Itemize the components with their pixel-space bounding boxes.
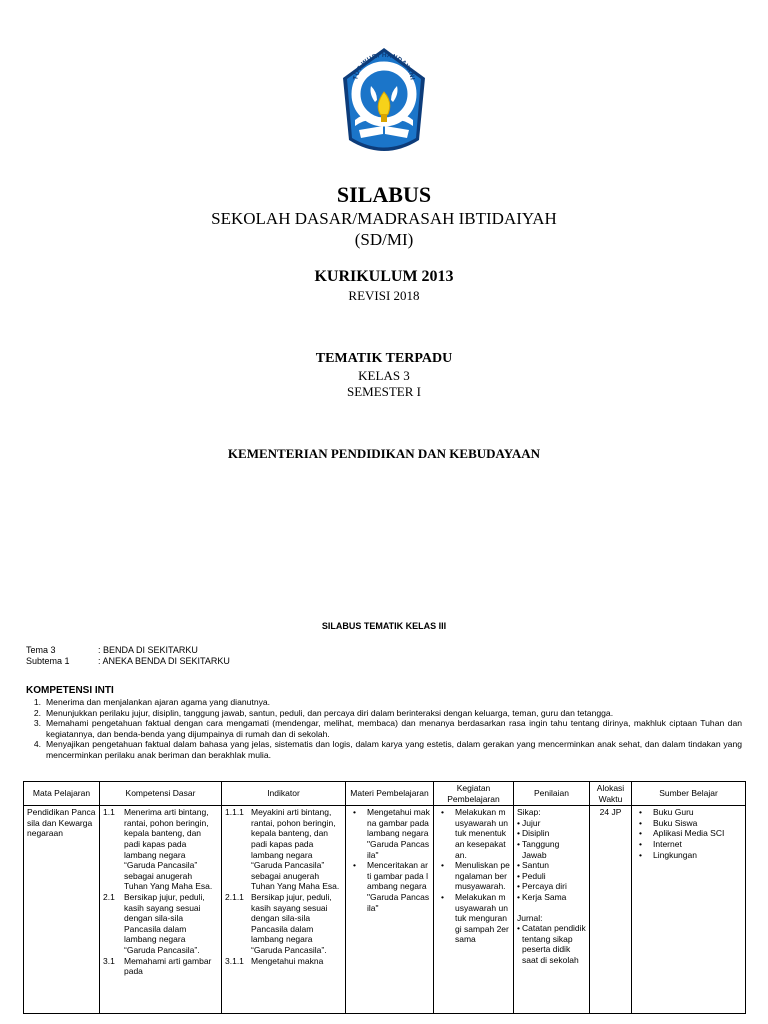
header-kegiatan: Kegiatan Pembelajaran — [434, 782, 514, 806]
subtema-value: : ANEKA BENDA DI SEKITARKU — [98, 656, 230, 666]
ki-list — [26, 697, 742, 761]
grade: KELAS 3 — [358, 368, 410, 383]
sikap-item: • Kerja Sama — [517, 892, 586, 903]
kegiatan-item: • Melakukan musyawarah untuk menentukan kesepakatan. — [437, 807, 510, 860]
kd-item: 2.1 Bersikap jujur, peduli, kasih sayang sesuai dengan sila-sila Pancasila dalam lambang negara “Garuda Pancasila”. — [103, 891, 205, 955]
document-title: SILABUS — [336, 182, 432, 207]
kegiatan-item: • Menuliskan pengalaman bermusyawarah. — [437, 860, 510, 892]
school-level: SEKOLAH DASAR/MADRASAH IBTIDAIYAH — [211, 209, 557, 228]
indikator-item: 3.1.1 Mengetahui makna — [225, 955, 324, 966]
tema-line — [26, 645, 198, 655]
header-penilaian: Penilaian — [514, 782, 590, 806]
ki-item: 4. Menyajikan pengetahuan faktual dalam bahasa yang jelas, sistematis dan logis, dalam karya yang estetis, dalam gerakan yang mencerminkan anak sehat, dan dalam tindakan yang mencerminkan perilaku anak beriman dan berakhlak mulia. — [33, 739, 742, 760]
ki-heading: KOMPETENSI INTI — [26, 685, 114, 696]
subtema-label: Subtema 1 — [26, 656, 70, 666]
semester: SEMESTER I — [346, 384, 422, 399]
sikap-item: • Tanggung Jawab — [517, 839, 586, 860]
ki-item: 2. Menunjukkan perilaku jujur, disiplin, tanggung jawab, santun, peduli, dan percaya diri dalam berinteraksi dengan keluarga, teman, guru dan tetangga. — [33, 707, 614, 718]
cell-alokasi: 24 JP — [590, 806, 632, 1014]
tut-wuri-handayani-logo — [339, 42, 429, 162]
ki-item: 3. Memahami pengetahuan faktual dengan cara mengamati (mendengar, melihat, membaca) dan menanya berdasarkan rasa ingin tahu tentang dirinya, makhluk ciptaan Tuhan dan kegiatannya, dan benda-benda yang dijumpainya di rumah dan di sekolah. — [33, 718, 742, 739]
materi-item: • Menceritakan arti gambar pada lambang negara "Garuda Pancasila" — [349, 860, 430, 913]
syllabus-title: SILABUS TEMATIK KELAS III — [321, 621, 447, 631]
cell-kd — [100, 806, 222, 1014]
cell-mapel: Pendidikan Pancasila dan Kewarganegaraan — [24, 806, 100, 1014]
sikap-item: • Jujur — [517, 818, 586, 829]
jurnal-item: • Catatan pendidik tentang sikap peserta didik saat di sekolah — [517, 923, 586, 965]
sumber-item: • Buku Guru — [635, 807, 742, 818]
revision: REVISI 2018 — [348, 288, 420, 303]
cell-kegiatan — [434, 806, 514, 1014]
cell-materi — [346, 806, 434, 1014]
ki-item: 1. Menerima dan menjalankan ajaran agama yang dianutnya. — [33, 697, 271, 707]
cell-indikator — [222, 806, 346, 1014]
sumber-item: • Internet — [635, 839, 742, 850]
kegiatan-item: • Melakukan musyawarah untuk mengurangi sampah 2ersama — [437, 892, 510, 945]
sumber-item: • Lingkungan — [635, 850, 742, 861]
sikap-item: • Santun — [517, 860, 586, 871]
cell-sumber — [632, 806, 746, 1014]
header-indikator: Indikator — [222, 782, 346, 806]
sikap-item: • Percaya diri — [517, 881, 586, 892]
kd-item: 1.1 Menerima arti bintang, rantai, pohon beringin, kepala banteng, dan padi kapas pada lambang negara “Garuda Pancasila” sebagai anugerah Tuhan Yang Maha Esa. — [103, 807, 213, 892]
sikap-item: • Disiplin — [517, 828, 586, 839]
header-alokasi: Alokasi Waktu — [590, 782, 632, 806]
indikator-item: 1.1.1 Meyakini arti bintang, rantai, pohon beringin, kepala banteng, dan padi kapas pada lambang negara “Garuda Pancasila” sebagai anugerah Tuhan Yang Maha Esa. — [225, 807, 340, 892]
ministry-name: KEMENTERIAN PENDIDIKAN DAN KEBUDAYAAN — [227, 446, 541, 461]
tema-value: : BENDA DI SEKITARKU — [98, 645, 198, 655]
svg-text:TUT WURI HANDAYANI: TUT WURI HANDAYANI — [352, 51, 416, 81]
sikap-label: Sikap: — [517, 807, 541, 818]
cell-penilaian — [514, 806, 590, 1014]
header-sumber: Sumber Belajar — [632, 782, 746, 806]
table-row — [24, 806, 746, 1014]
sumber-item: • Buku Siswa — [635, 818, 742, 829]
indikator-item: 2.1.1 Bersikap jujur, peduli, kasih sayang sesuai dengan sila-sila Pancasila dalam lambang negara “Garuda Pancasila”. — [225, 891, 332, 955]
header-kd: Kompetensi Dasar — [100, 782, 222, 806]
jurnal-label: Jurnal: — [517, 912, 543, 923]
header-mapel: Mata Pelajaran — [24, 782, 100, 806]
materi-item: • Mengetahui makna gambar pada lambang negara "Garuda Pancasila" — [349, 807, 430, 860]
header-materi: Materi Pembelajaran — [346, 782, 434, 806]
table-header-row — [24, 782, 746, 806]
theme-title: TEMATIK TERPADU — [315, 351, 453, 366]
curriculum: KURIKULUM 2013 — [314, 268, 454, 285]
subtema-line — [26, 656, 230, 666]
tema-label: Tema 3 — [26, 645, 56, 655]
syllabus-table — [23, 781, 746, 1014]
school-abbreviation: (SD/MI) — [354, 230, 414, 249]
sikap-item: • Peduli — [517, 871, 586, 882]
sumber-item: • Aplikasi Media SCI — [635, 828, 742, 839]
kd-item: 3.1 Memahami arti gambar pada — [103, 955, 212, 977]
